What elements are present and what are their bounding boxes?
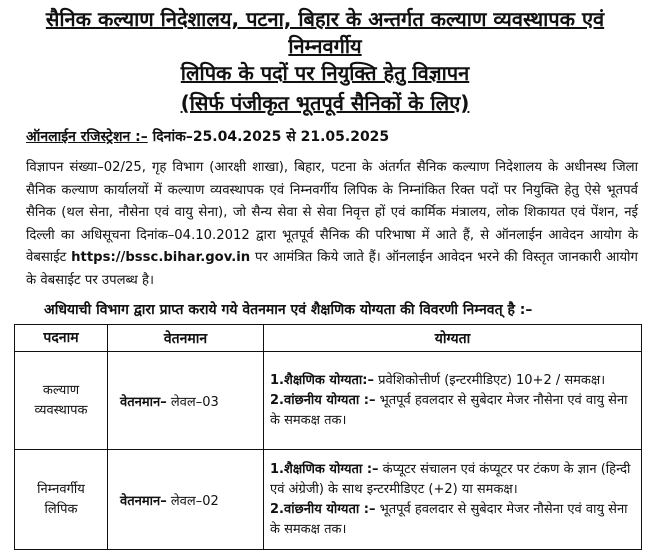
pay-cell bbox=[108, 352, 264, 450]
page-subtitle: (सिर्फ पंजीकृत भूतपूर्व सैनिकों के लिए) bbox=[180, 91, 470, 115]
registration-line bbox=[26, 127, 389, 146]
body-text-part-1: विज्ञापन संख्या–02/25, गृह विभाग (आरक्षी शाखा), बिहार, पटना के अंतर्गत सैनिक कल्याण निदेशालय के अधीनस्थ जिला सैनिक कल्याण कार्यालयों में कल्याण व्यवस्थापक एवं निम्नवर्गीय लिपिक के निम्नांकित रिक्त पदों पर नियुक्ति हेतु ऐसे भूतपर्व सैनिक (थल सेना, नौसेना एवं वायु सेना), जो सैन्य सेवा से सेवा निवृत्त हों एवं कार्मिक मंत्रालय, लोक शिकायत एवं पेंशन, नई दिल्ली का अधिसूचना दिनांक–04.10.2012 द्वारा भूतपूर्व सैनिक की परिभाषा में आते हैं, से ऑनलाईन आवेदन आयोग के वेबसाईट bbox=[26, 160, 638, 265]
table-header-row bbox=[15, 325, 642, 352]
pay-label: वेतनमान– bbox=[120, 394, 167, 410]
body-text-part-2: पर आमंत्रित किये जाते हैं। ऑनलाईन आवेदन भरने की विस्तृत जानकारी आयोग के वेबसाईट पर उपलब्ध है। bbox=[26, 250, 638, 288]
qualification-label: 1.शैक्षणिक योग्यता:– bbox=[270, 372, 374, 388]
qualification-text: कंप्यूटर संचालन एवं कंप्यूटर पर टंकण के ज्ञान (हिन्दी एवं अंग्रेजी) के साथ इन्टरमीडिएट (+2) या समकक्ष। bbox=[270, 461, 631, 497]
table-row bbox=[15, 450, 642, 550]
desirable-label: 2.वांछनीय योग्यता :– bbox=[270, 501, 376, 517]
qualification-cell bbox=[264, 352, 642, 450]
desirable-text: भूतपूर्व हवलदार से सुबेदार मेजर नौसेना एवं वायु सेना के समकक्ष तक। bbox=[270, 392, 628, 428]
advertisement-page bbox=[0, 6, 650, 546]
table-heading: अधियाची विभाग द्वारा प्राप्त कराये गये वेतनमान एवं शैक्षणिक योग्यता की विवरणी निम्नवत् है :– bbox=[44, 302, 533, 318]
registration-dates: दिनांक–25.04.2025 से 21.05.2025 bbox=[152, 129, 390, 145]
post-cell bbox=[15, 352, 108, 450]
post-name-line-2: व्यवस्थापक bbox=[34, 402, 88, 418]
header-pay: वेतनमान bbox=[108, 325, 264, 352]
pay-label: वेतनमान– bbox=[120, 493, 167, 509]
pay-level: लेवल–02 bbox=[170, 493, 219, 509]
post-name-line-1: कल्याण bbox=[42, 382, 80, 398]
qualification-label: 1.शैक्षणिक योग्यता :– bbox=[270, 461, 379, 477]
pay-level: लेवल–03 bbox=[170, 394, 219, 410]
title-line-2: लिपिक के पदों पर नियुक्ति हेतु विज्ञापन bbox=[180, 61, 470, 85]
post-name-line-2: लिपिक bbox=[44, 501, 78, 517]
table-row bbox=[15, 352, 642, 450]
desirable-label: 2.वांछनीय योग्यता :– bbox=[270, 392, 376, 408]
post-name-line-1: निम्नवर्गीय bbox=[37, 481, 85, 497]
website-url: https://bssc.bihar.gov.in bbox=[71, 250, 251, 265]
qualification-text: प्रवेशिकोत्तीर्ण (इन्टरमीडिएट) 10+2 / समकक्ष। bbox=[378, 372, 606, 388]
pay-cell bbox=[108, 450, 264, 550]
page-title bbox=[10, 6, 640, 87]
qualification-cell bbox=[264, 450, 642, 550]
title-line-1: सैनिक कल्याण निदेशालय, पटना, बिहार के अन्तर्गत कल्याण व्यवस्थापक एवं निम्नवर्गीय bbox=[45, 7, 605, 58]
header-qualification: योग्यता bbox=[264, 325, 642, 352]
registration-label: ऑनलाईन रजिस्ट्रेशन :– bbox=[26, 129, 148, 145]
header-post: पदनाम bbox=[15, 325, 108, 352]
post-cell bbox=[15, 450, 108, 550]
qualification-table bbox=[14, 324, 642, 550]
advertisement-body bbox=[26, 157, 638, 292]
desirable-text: भूतपूर्व हवलदार से सुबेदार मेजर नौसेना एवं वायु सेना के समकक्ष तक। bbox=[270, 501, 628, 537]
